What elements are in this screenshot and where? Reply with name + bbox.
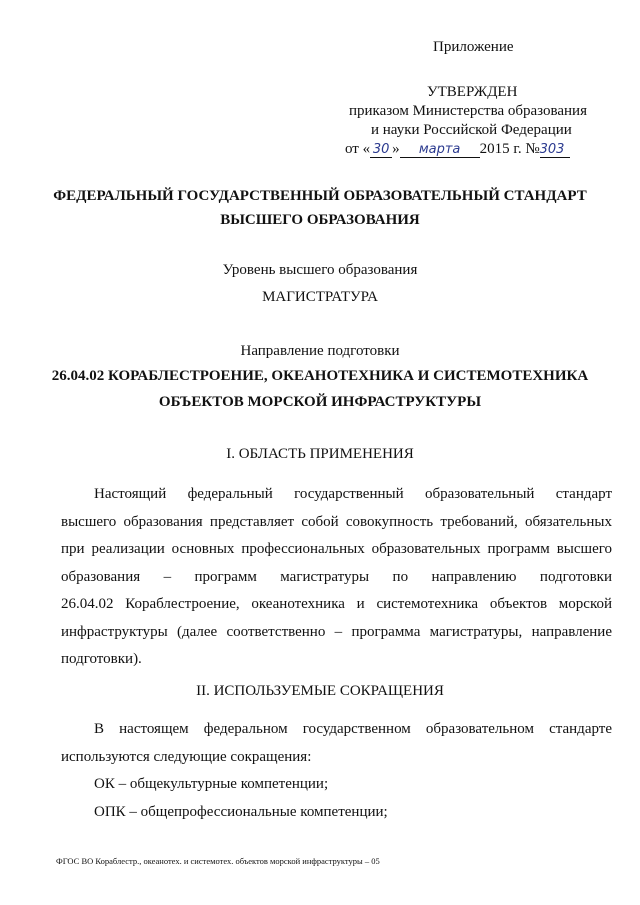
date-mid: »	[392, 141, 400, 157]
paragraph-line: при реализации основных профессиональных образовательных программ высшего	[61, 541, 612, 557]
approved-label: УТВЕРЖДЕН	[427, 84, 518, 100]
direction-label: Направление подготовки	[240, 343, 400, 359]
section-2-heading: II. ИСПОЛЬЗУЕМЫЕ СОКРАЩЕНИЯ	[196, 683, 444, 699]
abbreviation-opk: ОПК – общепрофессиональные компетенции;	[94, 803, 388, 820]
date-prefix: от «	[345, 141, 371, 157]
order-date-line	[345, 141, 570, 158]
section-1-paragraph	[61, 481, 612, 674]
paragraph-line: используются следующие сокращения:	[61, 748, 312, 765]
page-footer: ФГОС ВО Кораблестр., океанотех. и системотех. объектов морской инфраструктуры – 05	[56, 856, 380, 866]
order-line-1: приказом Министерства образования	[349, 103, 587, 119]
paragraph-line: Настоящий федеральный государственный образовательный стандарт	[94, 486, 612, 502]
date-year: 2015 г. №	[479, 141, 540, 157]
paragraph-line: подготовки).	[61, 651, 142, 667]
date-day-handwritten: 30	[372, 142, 390, 157]
abbreviation-ok: ОК – общекультурные компетенции;	[94, 776, 329, 792]
order-number-handwritten: 303	[539, 142, 565, 157]
paragraph-line: высшего образования представляет собой совокупность требований, обязательных	[61, 513, 612, 530]
section-2-paragraph	[61, 716, 612, 826]
paragraph-line: инфраструктуры (далее соответственно – программа магистратуры, направление	[61, 623, 612, 640]
order-line-2: и науки Российской Федерации	[371, 122, 572, 138]
level-value: МАГИСТРАТУРА	[262, 289, 378, 305]
date-month	[400, 142, 480, 158]
paragraph-line: В настоящем федеральном государственном образовательном стандарте	[94, 721, 612, 737]
paragraph-line: 26.04.02 Кораблестроение, океанотехника и системотехника объектов морской	[61, 596, 612, 612]
standard-title-line-2: ВЫСШЕГО ОБРАЗОВАНИЯ	[220, 212, 420, 228]
direction-line-2: ОБЪЕКТОВ МОРСКОЙ ИНФРАСТРУКТУРЫ	[158, 394, 482, 410]
level-label: Уровень высшего образования	[222, 262, 418, 278]
section-1-heading: I. ОБЛАСТЬ ПРИМЕНЕНИЯ	[226, 446, 414, 462]
paragraph-line: образования – программ магистратуры по направлению подготовки	[61, 568, 612, 585]
appendix-label: Приложение	[433, 39, 514, 55]
direction-line-1: 26.04.02 КОРАБЛЕСТРОЕНИЕ, ОКЕАНОТЕХНИКА И СИСТЕМОТЕХНИКА	[51, 368, 589, 384]
date-month-handwritten: марта	[418, 142, 461, 157]
order-number	[540, 142, 570, 158]
date-day	[370, 142, 392, 158]
standard-title-line-1: ФЕДЕРАЛЬНЫЙ ГОСУДАРСТВЕННЫЙ ОБРАЗОВАТЕЛЬНЫЙ СТАНДАРТ	[53, 188, 587, 204]
